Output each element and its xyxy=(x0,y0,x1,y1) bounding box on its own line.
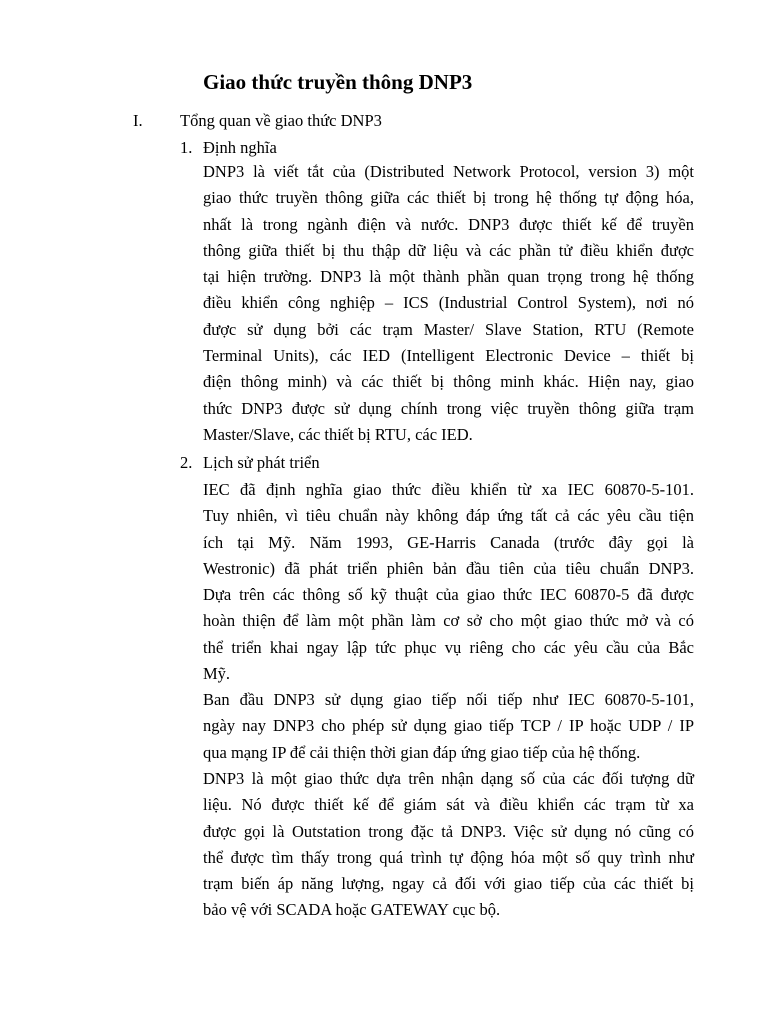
paragraph-line: thể triển khai ngay lập tức phục vụ riêng cho các yêu cầu của Bắc xyxy=(203,637,694,657)
paragraph-line: giao thức truyền thông giữa các thiết bị trong hệ thống tự động hóa, xyxy=(203,188,694,208)
subsection-heading: Lịch sử phát triển xyxy=(203,453,320,472)
paragraph-line: hoàn thiện để làm một phần làm cơ sở cho một giao thức mở và có xyxy=(203,611,694,631)
paragraph xyxy=(203,477,694,687)
paragraph-line: Master/Slave, các thiết bị RTU, các IED. xyxy=(203,424,473,444)
paragraph-line: ích tại Mỹ. Năm 1993, GE-Harris Canada (trước đây gọi là xyxy=(203,532,694,552)
paragraph-line: Tuy nhiên, vì tiêu chuẩn này không đáp ứng tất cả các yêu cầu tiện xyxy=(203,506,694,526)
paragraph-line: DNP3 là một giao thức dựa trên nhận dạng số của các đối tượng dữ xyxy=(203,769,694,788)
subsection-number: 2. xyxy=(180,453,193,472)
section-heading: Tổng quan về giao thức DNP3 xyxy=(180,111,382,130)
paragraph-line: Ban đầu DNP3 sử dụng giao tiếp nối tiếp như IEC 60870-5-101, xyxy=(203,690,694,709)
paragraph-line: trạm biến áp năng lượng, ngay cả đối với giao tiếp của các thiết bị xyxy=(203,874,694,894)
paragraph-line: ngày nay DNP3 cho phép sử dụng giao tiếp TCP / IP hoặc UDP / IP xyxy=(203,716,694,736)
subsection-heading: Định nghĩa xyxy=(203,138,277,157)
document-title: Giao thức truyền thông DNP3 xyxy=(203,70,473,94)
paragraph-line: IEC đã định nghĩa giao thức điều khiển từ xa IEC 60870-5-101. xyxy=(203,480,694,499)
paragraph-line: điều khiển công nghiệp – ICS (Industrial Control System), nơi nó xyxy=(203,293,694,313)
paragraph-line: Terminal Units), các IED (Intelligent Electronic Device – thiết bị xyxy=(203,346,694,366)
paragraph-line: thức DNP3 được sử dụng chính trong việc truyền thông giữa trạm xyxy=(203,398,694,418)
paragraph-line: DNP3 là viết tắt của (Distributed Network Protocol, version 3) một xyxy=(203,162,694,181)
paragraph-line: Dựa trên các thông số kỹ thuật của giao thức IEC 60870-5 đã được xyxy=(203,585,694,605)
paragraph-line: thông giữa thiết bị thu thập dữ liệu và các phần tử điều khiển được xyxy=(203,240,694,260)
paragraph xyxy=(203,687,694,766)
paragraph-line: điện thông minh) và các thiết bị thông minh khác. Hiện nay, giao xyxy=(203,372,694,392)
paragraph-line: bảo vệ với SCADA hoặc GATEWAY cục bộ. xyxy=(203,900,501,920)
paragraph-line: Westronic) đã phát triển phiên bản đầu tiên của tiêu chuẩn DNP3. xyxy=(203,558,694,578)
paragraph xyxy=(203,159,694,448)
paragraph-line: liệu. Nó được thiết kế để giám sát và điều khiển các trạm từ xa xyxy=(203,795,694,815)
paragraph-line: nhất là trong ngành điện và nước. DNP3 được thiết kế để truyền xyxy=(203,214,694,234)
paragraph-line: thể được tìm thấy trong quá trình tự động hóa một số quy trình như xyxy=(203,847,694,867)
paragraph-line: được sử dụng bởi các trạm Master/ Slave Station, RTU (Remote xyxy=(203,319,694,339)
paragraph xyxy=(203,766,694,924)
section-number: I. xyxy=(133,111,143,130)
paragraph-line: được gọi là Outstation trong đặc tả DNP3. Việc sử dụng nó cũng có xyxy=(203,821,694,841)
paragraph-line: Mỹ. xyxy=(203,664,231,684)
subsection-number: 1. xyxy=(180,138,193,157)
paragraph-line: qua mạng IP để cải thiện thời gian đáp ứng giao tiếp của hệ thống. xyxy=(203,742,641,762)
paragraph-line: tại hiện trường. DNP3 là một thành phần quan trọng trong hệ thống xyxy=(203,267,694,287)
